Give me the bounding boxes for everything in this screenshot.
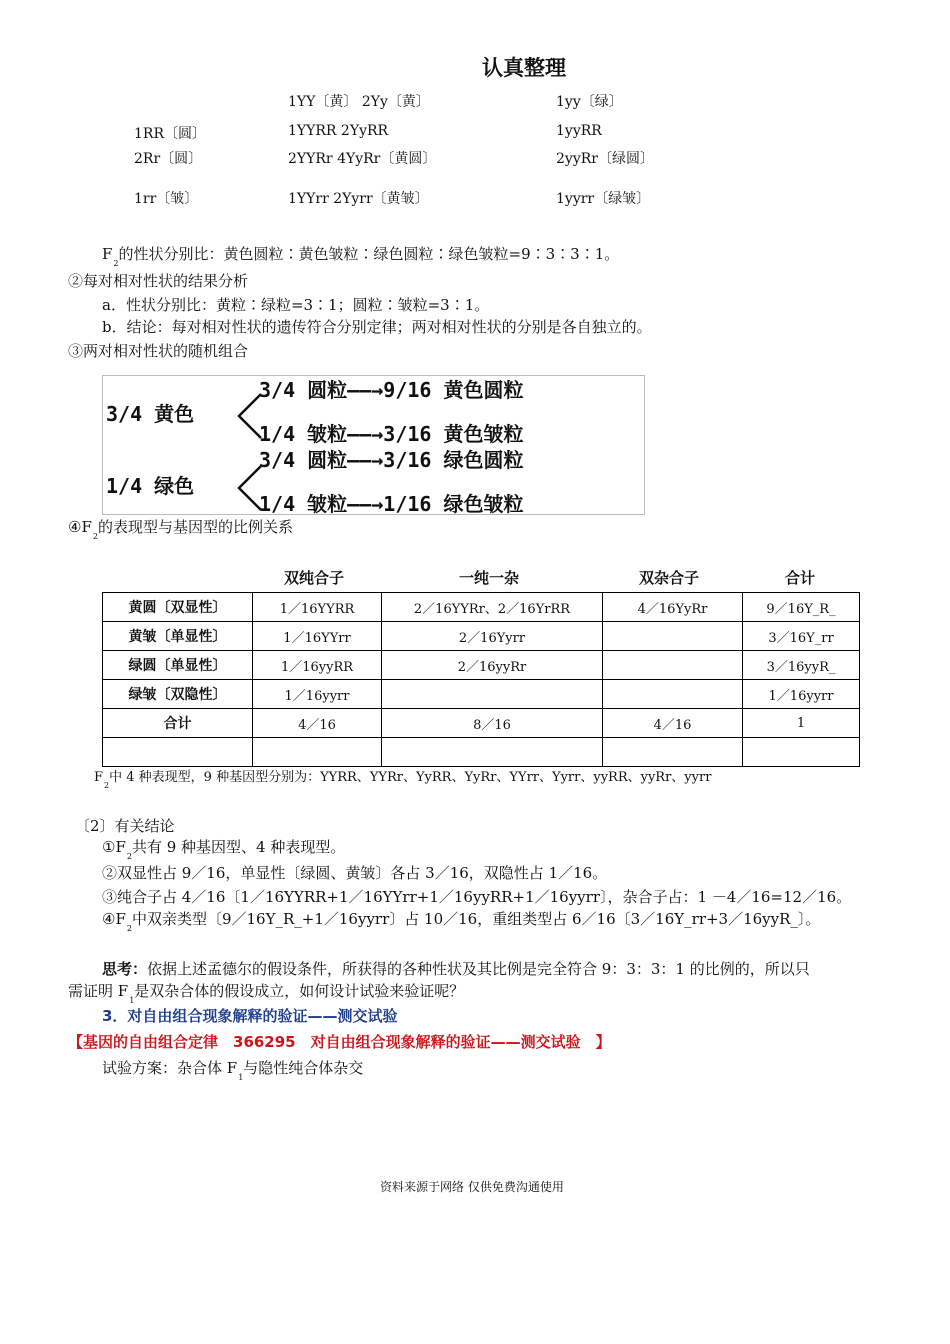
- section-verify-heading: 3．对自由组合现象解释的验证——测交试验: [102, 1007, 398, 1025]
- table-row: [103, 709, 860, 738]
- table-cell: [382, 680, 603, 709]
- punnett-cell: 2YYRr 4YyRr〔黄圆〕: [288, 151, 437, 167]
- table-cell: 3／16Y_rr: [743, 622, 860, 651]
- think-paragraph-line2: 需证明 $F_1$是双杂合体的假设成立，如何设计试验来验证呢？: [68, 982, 465, 1005]
- table-row-label: 黄皱〔单显性〕: [103, 622, 253, 651]
- table-cell: 3／16yyR_: [743, 651, 860, 680]
- figure-line: 1/4 皱粒——→3/16 黄色皱粒: [259, 422, 524, 446]
- table-cell: 8／16: [382, 709, 603, 738]
- punnett-cell: 1YYrr 2Yyrr〔黄皱〕: [288, 191, 429, 207]
- table-cell: [603, 738, 743, 767]
- figure-line: 3/4 圆粒——→9/16 黄色圆粒: [259, 378, 524, 402]
- paragraph: b．结论：每对相对性状的遗传符合分别定律；两对相对性状的分别是各自独立的。: [102, 318, 652, 336]
- table-cell: 1／16yyRR: [253, 651, 382, 680]
- section-heading: $④F_2$的表现型与基因型的比例关系: [68, 518, 293, 541]
- page-title: 认真整理: [482, 56, 566, 80]
- conclusion-item: $①F_2$共有 9 种基因型、4 种表现型。: [102, 838, 346, 861]
- plan-text: 试验方案：杂合体 $F_1$与隐性纯合体杂交: [102, 1059, 364, 1082]
- table-row: [103, 622, 860, 651]
- table-cell: 1: [743, 709, 860, 738]
- punnett-row-label: 1RR〔圆〕: [134, 126, 206, 142]
- think-paragraph: 思考：依据上述孟德尔的假设条件，所获得的各种性状及其比例是完全符合 9：3：3：1 的比例的，所以只: [102, 960, 810, 978]
- conclusion-item: ②双显性占 9／16，单显性〔绿圆、黄皱〕各占 3／16，双隐性占 1／16。: [102, 864, 608, 882]
- table-cell: 4／16: [253, 709, 382, 738]
- table-cell: 1／16YYRR: [253, 593, 382, 622]
- table-row: [103, 738, 860, 767]
- table-cell: [603, 680, 743, 709]
- page-footer: 资料来源于网络 仅供免费沟通使用: [380, 1180, 564, 1194]
- paragraph: a．性状分别比：黄粒∶绿粒=3∶1；圆粒∶皱粒=3∶1。: [102, 296, 490, 314]
- punnett-header-yellow: 1YY〔黄〕 2Yy〔黄〕: [288, 94, 430, 110]
- punnett-row-label: 2Rr〔圆〕: [134, 151, 203, 167]
- table-row: [103, 651, 860, 680]
- figure-yellow-label: 3/4 黄色: [106, 402, 195, 426]
- figure-line: 3/4 圆粒——→3/16 绿色圆粒: [259, 448, 524, 472]
- figure-green-label: 1/4 绿色: [106, 474, 195, 498]
- f2-types-text: $F_2$中 4 种表现型，9 种基因型分别为：YYRR、YYRr、YyRR、YyRr、YYrr、Yyrr、yyRR、yyRr、yyrr: [94, 770, 712, 790]
- table-cell: 1／16yyrr: [253, 680, 382, 709]
- table-cell: [382, 738, 603, 767]
- table-cell: 1／16YYrr: [253, 622, 382, 651]
- table-cell: 2／16yyRr: [382, 651, 603, 680]
- table-cell: [253, 738, 382, 767]
- conclusion-item: ③纯合子占 4／16〔1／16YYRR+1／16YYrr+1／16yyRR+1／16yyrr〕，杂合子占：1 －4／16=12／16。: [102, 888, 852, 906]
- table-cell: [603, 651, 743, 680]
- figure-line: 1/4 皱粒——→1/16 绿色皱粒: [259, 492, 524, 515]
- punnett-header-green: 1yy〔绿〕: [556, 94, 623, 110]
- combination-figure: [102, 375, 645, 515]
- table-cell: [603, 622, 743, 651]
- table-cell: 9／16Y_R_: [743, 593, 860, 622]
- red-banner-link[interactable]: 【基因的自由组合定律 366295 对自由组合现象解释的验证——测交试验 】: [68, 1033, 611, 1051]
- section-heading: 〔2〕有关结论: [75, 817, 175, 835]
- table-row: [103, 593, 860, 622]
- punnett-cell: 2yyRr〔绿圆〕: [556, 151, 654, 167]
- table-col-header: 一纯一杂: [459, 569, 520, 587]
- table-col-header: 合计: [785, 569, 816, 587]
- f2-ratio-text: $F_2$的性状分别比：黄色圆粒∶黄色皱粒∶绿色圆粒∶绿色皱粒=9∶3∶3∶1。: [102, 245, 620, 268]
- punnett-cell: 1yyRR: [556, 123, 602, 139]
- table-row-label: 合计: [103, 709, 253, 738]
- punnett-cell: 1yyrr〔绿皱〕: [556, 191, 651, 207]
- table-cell: [743, 738, 860, 767]
- table-row-label: 绿皱〔双隐性〕: [103, 680, 253, 709]
- table-row-label: 黄圆〔双显性〕: [103, 593, 253, 622]
- section-heading: ③两对相对性状的随机组合: [68, 342, 249, 360]
- table-cell: 2／16Yyrr: [382, 622, 603, 651]
- conclusion-item: $④F_2$中双亲类型〔9／16Y_R_+1／16yyrr〕占 10／16，重组类型占 6／16〔3／16Y_rr+3／16yyR_〕。: [102, 910, 821, 933]
- table-cell: 2／16YYRr、2／16YrRR: [382, 593, 603, 622]
- table-cell: 1／16yyrr: [743, 680, 860, 709]
- table-col-header: 双纯合子: [284, 569, 345, 587]
- ratio-table: [102, 592, 860, 767]
- punnett-cell: 1YYRR 2YyRR: [288, 123, 389, 139]
- table-row-label: 绿圆〔单显性〕: [103, 651, 253, 680]
- punnett-row-label: 1rr〔皱〕: [134, 191, 199, 207]
- section-heading: ②每对相对性状的结果分析: [68, 272, 249, 290]
- table-cell: [103, 738, 253, 767]
- table-cell: 4／16: [603, 709, 743, 738]
- table-row: [103, 680, 860, 709]
- table-cell: 4／16YyRr: [603, 593, 743, 622]
- table-col-header: 双杂合子: [639, 569, 700, 587]
